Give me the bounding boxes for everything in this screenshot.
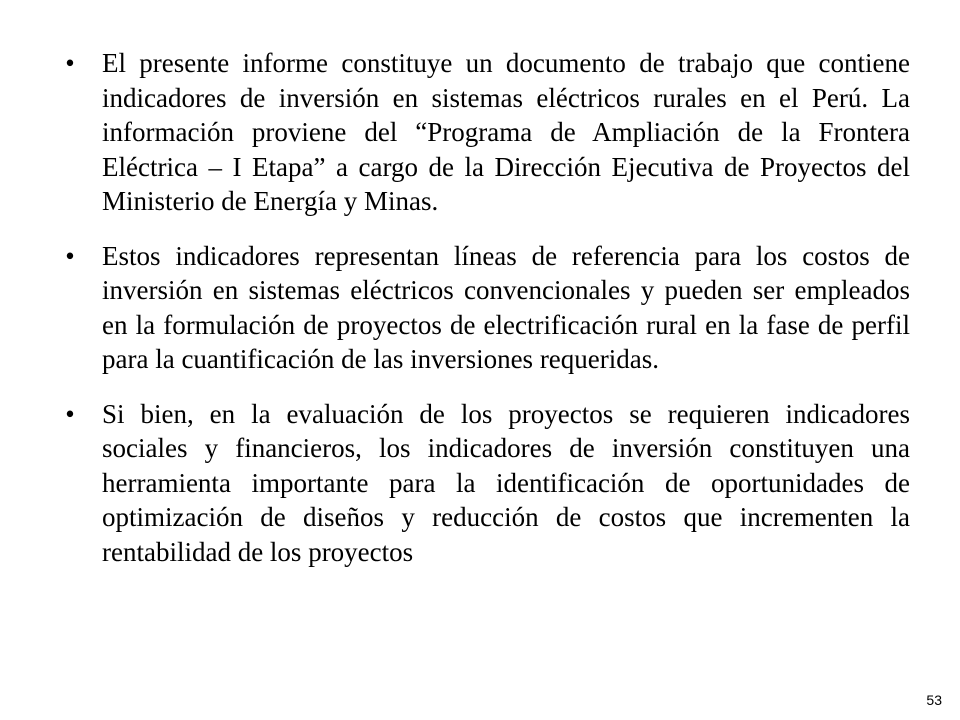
bullet-icon: • xyxy=(65,398,75,429)
bullet-text: Estos indicadores representan líneas de referencia para los costos de inversión en sistemas eléctricos convencionales y pueden ser empleados en la formulación de proyectos de electrificación rural en la fase de perfil para la cuantificación de las inversiones requeridas. xyxy=(102,240,910,374)
bullet-list xyxy=(58,46,910,589)
bullet-icon: • xyxy=(65,240,75,271)
bullet-item xyxy=(58,239,910,377)
bullet-icon: • xyxy=(65,48,75,78)
bullet-item xyxy=(58,397,910,570)
bullet-text: El presente informe constituye un documento de trabajo que contiene indicadores de inversión en sistemas eléctricos rurales en el Perú. La información proviene del “Programa de Ampliación de la Frontera Eléctrica – I Etapa” a cargo de la Dirección Ejecutiva de Proyectos del Ministerio de Energía y Minas. xyxy=(102,48,910,216)
bullet-text: Si bien, en la evaluación de los proyectos se requieren indicadores sociales y financieros, los indicadores de inversión constituyen una herramienta importante para la identificación de oportunidades de optimización de diseños y reducción de costos que incrementen la rentabilidad de los proyectos xyxy=(102,398,910,567)
page-number: 53 xyxy=(926,692,942,708)
bullet-item xyxy=(58,46,910,219)
